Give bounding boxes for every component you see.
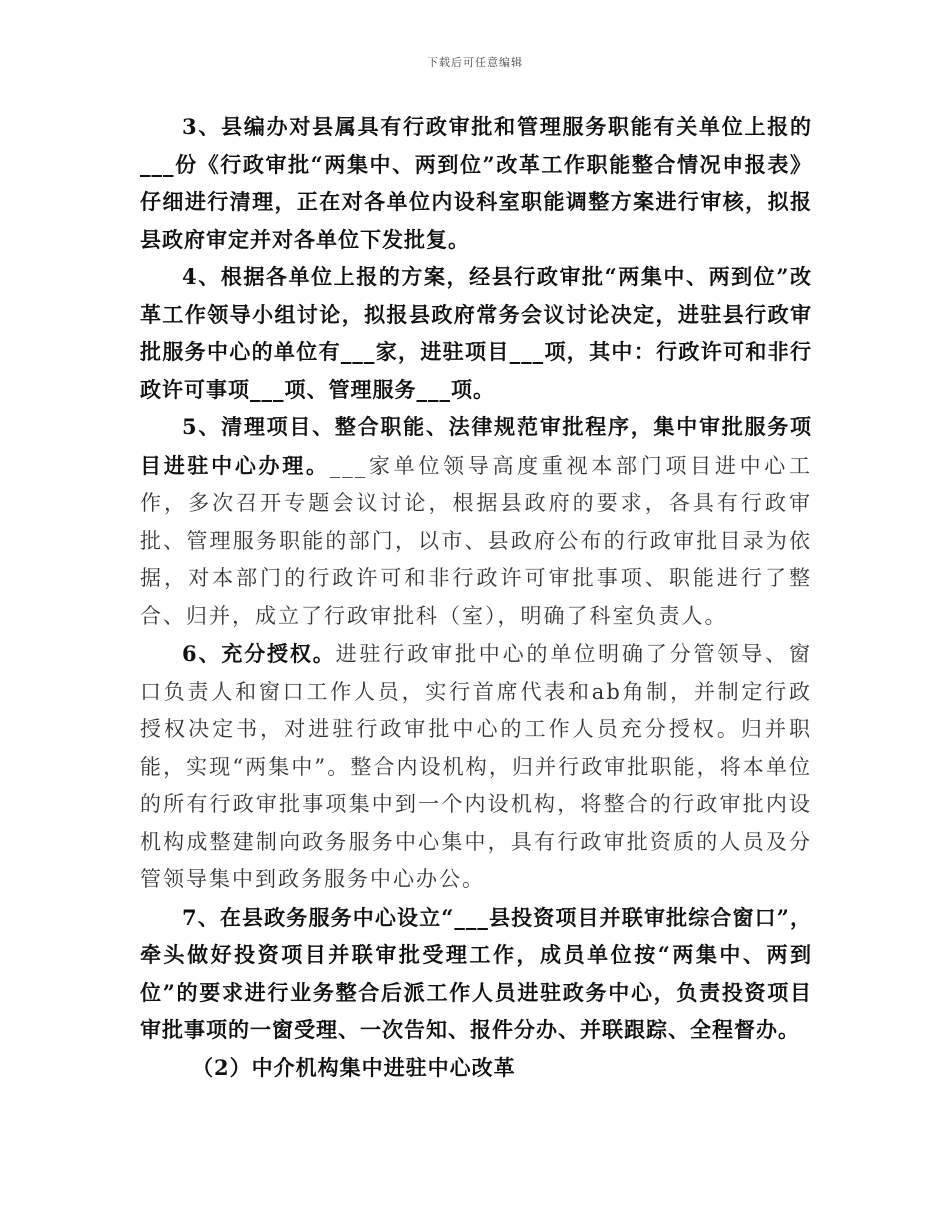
document-body: [140, 108, 812, 1086]
paragraph-7: 7、在县政务服务中心设立“___县投资项目并联审批综合窗口”，牵头做好投资项目并联审批受理工作，成员单位按“两集中、两到位”的要求进行业务整合后派工作人员进驻政务中心，负责投资项目审批事项的一窗受理、一次告知、报件分办、并联跟踪、全程督办。: [140, 904, 812, 1042]
paragraph-5-body: ___家单位领导高度重视本部门项目进中心工作，多次召开专题会议讨论，根据县政府的要求，各具有行政审批、管理服务职能的部门，以市、县政府公布的行政审批目录为依据，对本部门的行政许可和非行政许可审批事项、职能进行了整合、归并，成立了行政审批科（室），明确了科室负责人。: [140, 453, 813, 628]
paragraph-5-lead: 5、清理项目、整合职能、法律规范审批程序，集中审批服务项目进驻中心办理。: [140, 414, 812, 478]
section-heading-2: （2）中介机构集中进驻中心改革: [192, 1054, 516, 1080]
paragraph-3: 3、县编办对县属具有行政审批和管理服务职能有关单位上报的___份《行政审批“两集中、两到位”改革工作职能整合情况申报表》仔细进行清理，正在对各单位内设科室职能调整方案进行审核，拟报县政府审定并对各单位下发批复。: [140, 114, 812, 252]
paragraph-6: [140, 635, 812, 899]
paragraph-6-body: 进驻行政审批中心的单位明确了分管领导、窗口负责人和窗口工作人员，实行首席代表和ab角制，并制定行政授权决定书，对进驻行政审批中心的工作人员充分授权。归并职能，实现“两集中”。整合内设机构，归并行政审批职能，将本单位的所有行政审批事项集中到一个内设机构，将整合的行政审批内设机构成整建制向政务服务中心集中，具有行政审批资质的人员及分管领导集中到政务服务中心办公。: [140, 642, 812, 891]
paragraph-4: 4、根据各单位上报的方案，经县行政审批“两集中、两到位”改革工作领导小组讨论，拟报县政府常务会议讨论决定，进驻县行政审批服务中心的单位有___家，进驻项目___项，其中：行政许可和非行政许可事项___项、管理服务___项。: [140, 264, 812, 402]
paragraph-5: [140, 408, 812, 635]
header-note: 下载后可任意编辑: [427, 56, 523, 69]
paragraph-6-lead: 6、充分授权。: [182, 641, 336, 666]
